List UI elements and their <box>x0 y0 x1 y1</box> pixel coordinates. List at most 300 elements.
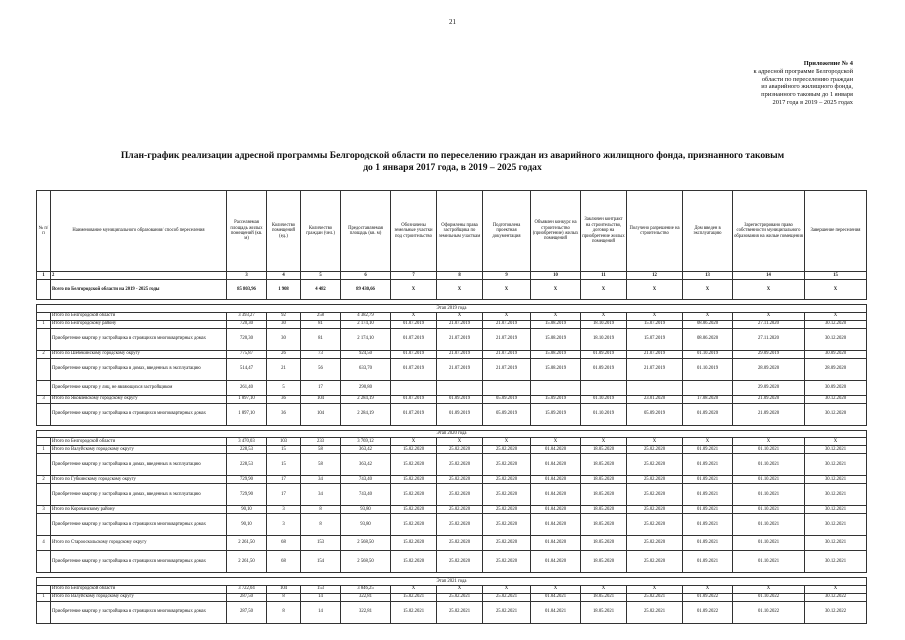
table-cell: 01.04.2021 <box>531 601 581 623</box>
table-cell: 25.02.2020 <box>437 536 483 551</box>
table-cell: 34 <box>301 476 341 484</box>
table-cell: 01.10.2022 <box>733 601 805 623</box>
table-cell: 58 <box>301 446 341 454</box>
table-row <box>37 395 867 403</box>
table-cell: 4 382,79 <box>341 312 391 320</box>
table-cell <box>581 380 627 395</box>
table-cell <box>37 403 51 425</box>
table-cell: 25.02.2020 <box>437 514 483 536</box>
table-cell: 15.02.2021 <box>391 593 437 601</box>
row-name-cell: Приобретение квартир у застройщика в домах, введенных в эксплуатацию <box>51 454 227 476</box>
table-cell: 2 <box>37 350 51 358</box>
table-cell: 25.02.2021 <box>483 593 531 601</box>
table-row <box>37 585 867 593</box>
table-cell: 01.09.2019 <box>581 358 627 380</box>
table-cell: 18.10.2019 <box>581 328 627 350</box>
table-cell: 85 803,96 <box>227 280 267 300</box>
table-cell: 11 <box>581 272 627 280</box>
table-cell: 228,53 <box>227 446 267 454</box>
table-cell: 01.07.2019 <box>391 358 437 380</box>
table-cell: 25.02.2021 <box>437 593 483 601</box>
header-cell: Обозначены земельные участки под строительство <box>391 191 437 272</box>
table-cell: X <box>531 280 581 300</box>
header-cell: Расселяемая площадь жилых помещений (кв. м) <box>227 191 267 272</box>
table-cell: 1 897,10 <box>227 403 267 425</box>
table-cell: 21.07.2019 <box>483 350 531 358</box>
table-cell <box>37 328 51 350</box>
table-header <box>37 191 867 272</box>
table-cell: 01.09.2021 <box>683 484 733 506</box>
table-cell: 18.05.2021 <box>581 601 627 623</box>
column-number-row <box>37 272 867 280</box>
table-cell: 68 <box>267 536 301 551</box>
stage-title: Этап 2020 года <box>37 430 867 438</box>
table-cell: 30.12.2021 <box>805 446 867 454</box>
table-cell: X <box>391 585 437 593</box>
table-cell: X <box>683 585 733 593</box>
header-cell: Объявлен конкурс на строительство (приобретение) жилых помещений <box>531 191 581 272</box>
table-cell: 228,53 <box>227 454 267 476</box>
table-cell: 8 <box>301 506 341 514</box>
appendix-line: из аварийного жилищного фонда, <box>761 83 853 91</box>
table-cell: X <box>627 312 683 320</box>
table-cell: 2 568,50 <box>341 551 391 573</box>
table-cell: 729,90 <box>227 484 267 506</box>
table-cell: 720,30 <box>227 320 267 328</box>
table-cell: X <box>531 438 581 446</box>
table-cell: 3 <box>37 506 51 514</box>
table-cell: 01.04.2020 <box>531 536 581 551</box>
table-cell: 01.10.2021 <box>733 454 805 476</box>
table-cell: X <box>437 280 483 300</box>
table-cell: 13 <box>683 272 733 280</box>
table-cell: 01.10.2021 <box>733 536 805 551</box>
table-cell: X <box>733 585 805 593</box>
table-cell: 30.09.2020 <box>805 350 867 358</box>
stage-row <box>37 430 867 438</box>
table-cell: 15.08.2019 <box>531 320 581 328</box>
table-cell: 743,40 <box>341 476 391 484</box>
table-cell: 21.09.2020 <box>733 403 805 425</box>
table-cell <box>37 312 51 320</box>
table-cell: 01.09.2021 <box>683 454 733 476</box>
table-cell: 2 284,19 <box>341 395 391 403</box>
table-cell: 81 <box>301 328 341 350</box>
table-row <box>37 328 867 350</box>
table-cell: 6 <box>341 272 391 280</box>
table-cell: 8 <box>267 601 301 623</box>
table-cell: 8 <box>267 593 301 601</box>
table-cell: 18.05.2020 <box>581 476 627 484</box>
table-cell: 18.05.2020 <box>581 551 627 573</box>
appendix-block <box>703 60 853 107</box>
table-cell: 9 <box>483 272 531 280</box>
table-cell: 15.02.2020 <box>391 454 437 476</box>
table-cell <box>683 380 733 395</box>
title-line-2: до 1 января 2017 года, в 2019 – 2025 годах <box>363 162 542 173</box>
table-cell: 01.07.2019 <box>391 395 437 403</box>
table-cell: 1 <box>37 272 51 280</box>
table-cell: 27.11.2020 <box>733 320 805 328</box>
table-cell: 14 <box>733 272 805 280</box>
table-cell: 25.02.2020 <box>483 484 531 506</box>
table-cell: 01.10.2019 <box>683 350 733 358</box>
table-cell: 514,47 <box>227 358 267 380</box>
table-cell: 73 <box>301 350 341 358</box>
document-title <box>80 150 825 174</box>
row-name-cell: Приобретение квартир у застройщика в строящихся многоквартирных домах <box>51 403 227 425</box>
table-cell: 21.07.2019 <box>483 328 531 350</box>
table-cell: X <box>531 585 581 593</box>
table-cell: 01.09.2021 <box>683 506 733 514</box>
header-cell: Наименование муниципального образования/ способ переселения <box>51 191 227 272</box>
table-cell: 8 <box>437 272 483 280</box>
table-cell: 25.02.2020 <box>437 454 483 476</box>
table-cell <box>37 601 51 623</box>
table-cell: 290,80 <box>341 380 391 395</box>
table-cell: 17 <box>267 484 301 506</box>
table-cell: 2 284,19 <box>341 403 391 425</box>
appendix-line: признанного таковым до 1 января <box>761 91 853 99</box>
table-cell: 01.09.2021 <box>683 536 733 551</box>
table-cell: 68 <box>267 551 301 573</box>
table-cell: X <box>437 312 483 320</box>
table-cell: 58 <box>301 454 341 476</box>
row-name-cell: Итого по Валуйскому городскому округу <box>51 446 227 454</box>
table-cell: 18.05.2020 <box>581 506 627 514</box>
table-cell: 30.12.2020 <box>805 403 867 425</box>
header-cell: Заключен контракт на строительство, договор на приобретение жилых помещений <box>581 191 627 272</box>
table-cell: 15.02.2020 <box>391 536 437 551</box>
table-cell: 30.12.2022 <box>805 601 867 623</box>
page-number: 21 <box>449 18 456 26</box>
table-cell: 30.09.2020 <box>805 380 867 395</box>
table-cell: X <box>733 312 805 320</box>
table-cell: 93,80 <box>341 514 391 536</box>
table-cell: 26 <box>267 350 301 358</box>
row-name-cell: Приобретение квартир у застройщика в строящихся многоквартирных домах <box>51 551 227 573</box>
table-cell: 2 261,50 <box>227 551 267 573</box>
table-cell: 25.02.2021 <box>627 593 683 601</box>
table-cell: X <box>683 312 733 320</box>
table-cell: 92 <box>267 312 301 320</box>
table-cell: 27.11.2020 <box>733 328 805 350</box>
table-cell: 01.07.2019 <box>391 320 437 328</box>
table-cell: 25.02.2020 <box>437 484 483 506</box>
table-cell: 01.04.2020 <box>531 514 581 536</box>
table-cell: 01.10.2021 <box>733 514 805 536</box>
table-body <box>37 272 867 624</box>
table-cell <box>531 380 581 395</box>
table-cell: 01.10.2019 <box>581 395 627 403</box>
stage-row <box>37 578 867 586</box>
table-cell: 01.09.2022 <box>683 601 733 623</box>
table-cell: 30.12.2021 <box>805 476 867 484</box>
table-cell: 3 <box>227 272 267 280</box>
table-row <box>37 476 867 484</box>
table-row <box>37 484 867 506</box>
table-row <box>37 312 867 320</box>
table-cell: 103 <box>267 438 301 446</box>
table-row <box>37 320 867 328</box>
table-cell: 1 908 <box>267 280 301 300</box>
header-cell: Оформлены права застройщика по земельным участкам <box>437 191 483 272</box>
table-cell: 30.12.2020 <box>805 328 867 350</box>
table-cell: 2 568,50 <box>341 536 391 551</box>
table-cell: 25.02.2020 <box>627 551 683 573</box>
table-cell: 720,30 <box>227 328 267 350</box>
schedule-table <box>36 190 867 624</box>
table-cell: 18.05.2020 <box>581 514 627 536</box>
table-cell: 01.04.2020 <box>531 506 581 514</box>
table-cell: 15.02.2020 <box>391 476 437 484</box>
table-cell: 2 174,10 <box>341 328 391 350</box>
table-cell <box>37 484 51 506</box>
table-cell: 25.02.2020 <box>483 551 531 573</box>
table-row <box>37 380 867 395</box>
table-cell <box>627 380 683 395</box>
table-cell: 15.02.2020 <box>391 506 437 514</box>
header-cell: Количество помещений (ед.) <box>267 191 301 272</box>
table-cell: 3 <box>267 506 301 514</box>
table-cell: 15.08.2019 <box>531 358 581 380</box>
table-cell: 01.09.2019 <box>437 403 483 425</box>
row-name-cell: Приобретение квартир у застройщика в домах, введенных в эксплуатацию <box>51 358 227 380</box>
table-cell: 25.02.2020 <box>483 454 531 476</box>
table-cell: 3 470,03 <box>227 438 267 446</box>
table-cell: X <box>805 585 867 593</box>
table-cell: 233 <box>301 438 341 446</box>
table-cell: X <box>437 438 483 446</box>
table-cell: 153 <box>301 585 341 593</box>
table-cell: 287,50 <box>227 601 267 623</box>
table-cell: 08.06.2020 <box>683 328 733 350</box>
table-cell: X <box>581 280 627 300</box>
table-row <box>37 514 867 536</box>
table-row <box>37 536 867 551</box>
table-cell: 05.09.2019 <box>483 403 531 425</box>
table-cell: 23.01.2020 <box>627 395 683 403</box>
table-cell: 15.09.2019 <box>531 395 581 403</box>
table-cell: 18.05.2021 <box>581 593 627 601</box>
table-row <box>37 358 867 380</box>
table-cell: 01.10.2021 <box>733 484 805 506</box>
table-cell: 21.09.2020 <box>733 395 805 403</box>
row-name-cell: Приобретение квартир у застройщика в строящихся многоквартирных домах <box>51 514 227 536</box>
table-cell: 01.10.2022 <box>733 593 805 601</box>
table-cell: 34 <box>301 484 341 506</box>
table-row <box>37 403 867 425</box>
table-cell: X <box>483 585 531 593</box>
table-cell: 14 <box>301 593 341 601</box>
table-cell: X <box>805 280 867 300</box>
table-cell: X <box>733 438 805 446</box>
table-cell: 01.09.2021 <box>683 514 733 536</box>
table-cell: 01.09.2022 <box>683 593 733 601</box>
table-row <box>37 593 867 601</box>
table-cell: 1 897,10 <box>227 395 267 403</box>
table-cell: 15.08.2019 <box>531 328 581 350</box>
table-cell: 30.12.2021 <box>805 454 867 476</box>
row-name-cell: Приобретение квартир у застройщика в строящихся многоквартирных домах <box>51 328 227 350</box>
table-cell: X <box>683 280 733 300</box>
table-cell: 1 <box>37 320 51 328</box>
table-cell: 15.07.2019 <box>627 328 683 350</box>
table-cell: 104 <box>267 585 301 593</box>
table-cell: 36 <box>267 395 301 403</box>
table-cell: 2 261,50 <box>227 536 267 551</box>
table-cell: 30 <box>267 320 301 328</box>
table-cell: 30.12.2020 <box>805 320 867 328</box>
table-cell: 05.09.2019 <box>483 395 531 403</box>
header-cell: Количество граждан (чел.) <box>301 191 341 272</box>
table-cell <box>37 438 51 446</box>
table-cell: 15.08.2019 <box>531 350 581 358</box>
table-cell: 21.07.2019 <box>483 320 531 328</box>
table-cell: X <box>805 438 867 446</box>
table-cell: 25.02.2020 <box>437 506 483 514</box>
row-name-cell: Итого по Губкинскому городскому округу <box>51 476 227 484</box>
table-cell: 01.09.2019 <box>437 395 483 403</box>
table-cell: X <box>627 585 683 593</box>
table-cell: 01.04.2020 <box>531 454 581 476</box>
table-cell: X <box>581 585 627 593</box>
table-cell: 25.02.2020 <box>483 476 531 484</box>
table-row <box>37 551 867 573</box>
table-cell: 30.12.2021 <box>805 506 867 514</box>
table-cell: 30 <box>267 328 301 350</box>
total-row <box>37 280 867 300</box>
table-cell: 01.04.2021 <box>531 593 581 601</box>
appendix-title: Приложение № 4 <box>803 60 853 67</box>
appendix-line: области по переселению граждан <box>761 75 853 83</box>
table-cell: 15 <box>267 446 301 454</box>
table-row <box>37 601 867 623</box>
table-cell: 15.02.2020 <box>391 484 437 506</box>
table-cell: 01.07.2019 <box>391 350 437 358</box>
table-cell: 18.10.2019 <box>581 320 627 328</box>
header-cell: Подготовлена проектная документация <box>483 191 531 272</box>
table-cell: 36 <box>267 403 301 425</box>
table-cell: 729,90 <box>227 476 267 484</box>
table-cell: 15.02.2021 <box>391 601 437 623</box>
table-cell: 3 769,12 <box>341 438 391 446</box>
table-cell: 15.07.2019 <box>627 320 683 328</box>
table-cell: 104 <box>301 395 341 403</box>
table-cell: 12 <box>627 272 683 280</box>
table-cell: 18.05.2020 <box>581 536 627 551</box>
table-cell: 30.12.2021 <box>805 484 867 506</box>
header-cell: Зарегистрировано право собственности муниципального образования на жилые помещения <box>733 191 805 272</box>
appendix-line: к адресной программе Белгородской <box>753 67 853 75</box>
table-cell: 153 <box>301 536 341 551</box>
table-cell: 25.02.2021 <box>437 601 483 623</box>
table-row <box>37 438 867 446</box>
table-cell: 8 <box>301 514 341 536</box>
table-cell <box>37 380 51 395</box>
table-cell: X <box>483 312 531 320</box>
table-row <box>37 454 867 476</box>
table-row <box>37 446 867 454</box>
table-cell: 01.07.2019 <box>391 328 437 350</box>
table-cell: 633,70 <box>341 358 391 380</box>
table-cell: 15.02.2020 <box>391 446 437 454</box>
table-cell: 25.02.2020 <box>483 536 531 551</box>
table-cell: 25.02.2020 <box>627 536 683 551</box>
table-cell: 01.09.2019 <box>581 350 627 358</box>
table-cell: 25.02.2021 <box>627 601 683 623</box>
table-cell: 261,40 <box>227 380 267 395</box>
table-cell: 21.07.2019 <box>627 350 683 358</box>
stage-row <box>37 305 867 313</box>
table-cell: 25.02.2020 <box>627 446 683 454</box>
table-cell <box>37 585 51 593</box>
table-cell: 25.02.2020 <box>627 484 683 506</box>
table-cell: 15.02.2020 <box>391 551 437 573</box>
table-cell: 21.07.2019 <box>437 328 483 350</box>
table-cell: 28.09.2020 <box>805 358 867 380</box>
table-cell: 25.02.2020 <box>483 506 531 514</box>
table-cell: 21 <box>267 358 301 380</box>
row-name-cell: Итого по Шебекинскому городскому округу <box>51 350 227 358</box>
header-row <box>37 191 867 272</box>
table-cell <box>483 380 531 395</box>
table-cell: 29.09.2020 <box>733 380 805 395</box>
table-cell: 14 <box>301 601 341 623</box>
table-cell: 17 <box>301 380 341 395</box>
table-cell: X <box>391 438 437 446</box>
table-cell: 154 <box>301 551 341 573</box>
header-cell: Получено разрешение на строительство <box>627 191 683 272</box>
table-cell: 01.07.2019 <box>391 403 437 425</box>
table-cell: X <box>805 312 867 320</box>
table-cell: 56 <box>301 358 341 380</box>
row-name-cell: 2 <box>51 272 227 280</box>
table-cell: 21.07.2019 <box>483 358 531 380</box>
table-cell: 01.04.2020 <box>531 551 581 573</box>
table-row <box>37 506 867 514</box>
table-cell: 25.02.2020 <box>627 476 683 484</box>
table-cell: 01.09.2021 <box>683 476 733 484</box>
table-cell: 25.02.2020 <box>627 514 683 536</box>
table-cell: X <box>391 312 437 320</box>
table-cell: 01.04.2020 <box>531 476 581 484</box>
table-cell: 3 <box>267 514 301 536</box>
table-cell: 15.02.2020 <box>391 514 437 536</box>
table-cell: 08.06.2020 <box>683 320 733 328</box>
table-cell: 17.08.2020 <box>683 395 733 403</box>
table-cell: 4 <box>267 272 301 280</box>
row-name-cell: Приобретение квартир у застройщика в строящихся многоквартирных домах <box>51 601 227 623</box>
header-cell: Дом введен в эксплуатацию <box>683 191 733 272</box>
table-cell: 01.04.2020 <box>531 446 581 454</box>
table-cell: 21.07.2019 <box>437 320 483 328</box>
table-cell: 322,81 <box>341 593 391 601</box>
table-cell: 3 <box>37 395 51 403</box>
table-cell: 15 <box>805 272 867 280</box>
table-cell <box>391 380 437 395</box>
row-name-cell: Итого по Старооскольскому городскому округу <box>51 536 227 551</box>
table-cell: 363,42 <box>341 446 391 454</box>
table-cell: 25.02.2020 <box>627 454 683 476</box>
table-cell: 1 <box>37 593 51 601</box>
table-cell: 322,81 <box>341 601 391 623</box>
table-cell: 15.09.2019 <box>531 403 581 425</box>
row-name-cell: Итого по Корочанскому району <box>51 506 227 514</box>
table-cell: 01.09.2021 <box>683 446 733 454</box>
row-name-cell: Всего по Белгородской области на 2019 - 2025 годы <box>51 280 227 300</box>
table-cell: 15 <box>267 454 301 476</box>
